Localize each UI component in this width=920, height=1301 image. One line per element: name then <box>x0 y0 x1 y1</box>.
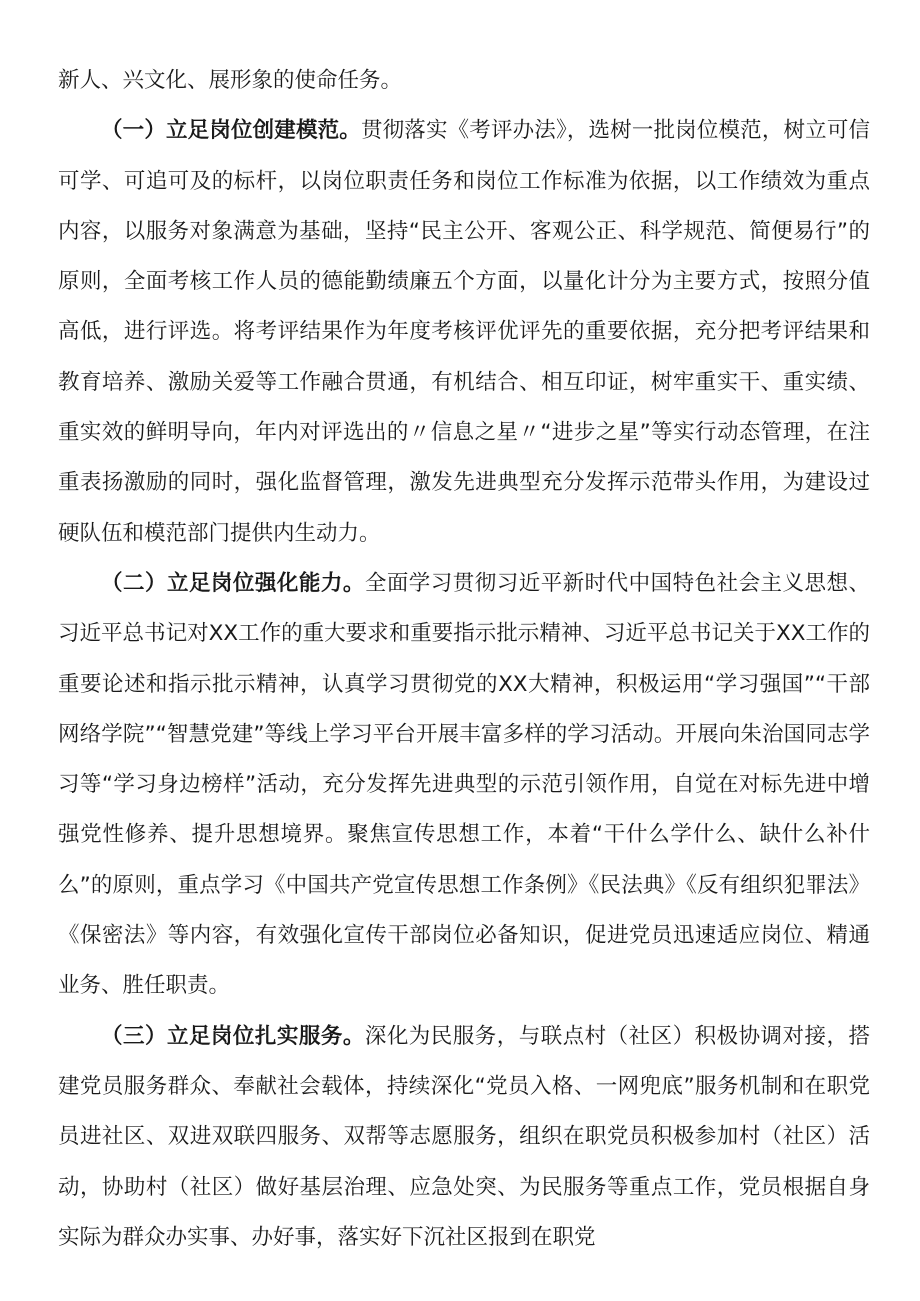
paragraph-text: 深化为民服务，与联点村（社区）积极协调对接，搭建党员服务群众、奉献社会载体，持续深化“党员入格、一网兜底”服务机制和在职党员进社区、双进双联四服务、双帮等志愿服务，组织在职党员积极参加村（社区）活动，协助村（社区）做好基层治理、应急处突、为民服务等重点工作，党员根据自身实际为群众办实事、办好事，落实好下沉社区报到在职党 <box>58 1023 870 1250</box>
section-heading: （二）立足岗位强化能力。 <box>101 570 365 596</box>
section-heading: （三）立足岗位扎实服务。 <box>101 1023 365 1049</box>
paragraph-section-3 <box>58 1012 870 1263</box>
paragraph-section-1 <box>58 106 870 559</box>
paragraph-continuation <box>58 56 870 106</box>
paragraph-text: 全面学习贯彻习近平新时代中国特色社会主义思想、习近平总书记对XX工作的重大要求和重要指示批示精神、习近平总书记关于XX工作的重要论述和指示批示精神，认真学习贯彻党的XX大精神，积极运用“学习强国”“干部网络学院”“智慧党建”等线上学习平台开展丰富多样的学习活动。开展向朱治国同志学习等“学习身边榜样”活动，充分发挥先进典型的示范引领作用，自觉在对标先进中增强党性修养、提升思想境界。聚焦宣传思想工作，本着“干什么学什么、缺什么补什么”的原则，重点学习《中国共产党宣传思想工作条例》《民法典》《反有组织犯罪法》《保密法》等内容，有效强化宣传干部岗位必备知识，促进党员迅速适应岗位、精通业务、胜任职责。 <box>58 570 870 999</box>
paragraph-text: 贯彻落实《考评办法》，选树一批岗位模范，树立可信可学、可追可及的标杆，以岗位职责任务和岗位工作标准为依据，以工作绩效为重点内容，以服务对象满意为基础，坚持“民主公开、客观公正、科学规范、简便易行”的原则，全面考核工作人员的德能勤绩廉五个方面，以量化计分为主要方式，按照分值高低，进行评选。将考评结果作为年度考核评优评先的重要依据，充分把考评结果和教育培养、激励关爱等工作融合贯通，有机结合、相互印证，树牢重实干、重实绩、重实效的鲜明导向，年内对评选出的〃信息之星〃“进步之星”等实行动态管理，在注重表扬激励的同时，强化监督管理，激发先进典型充分发挥示范带头作用，为建设过硬队伍和模范部门提供内生动力。 <box>58 118 870 546</box>
section-heading: （一）立足岗位创建模范。 <box>101 118 361 144</box>
paragraph-section-2 <box>58 559 870 1012</box>
document-page <box>58 56 870 1263</box>
paragraph-text: 新人、兴文化、展形象的使命任务。 <box>58 68 403 93</box>
